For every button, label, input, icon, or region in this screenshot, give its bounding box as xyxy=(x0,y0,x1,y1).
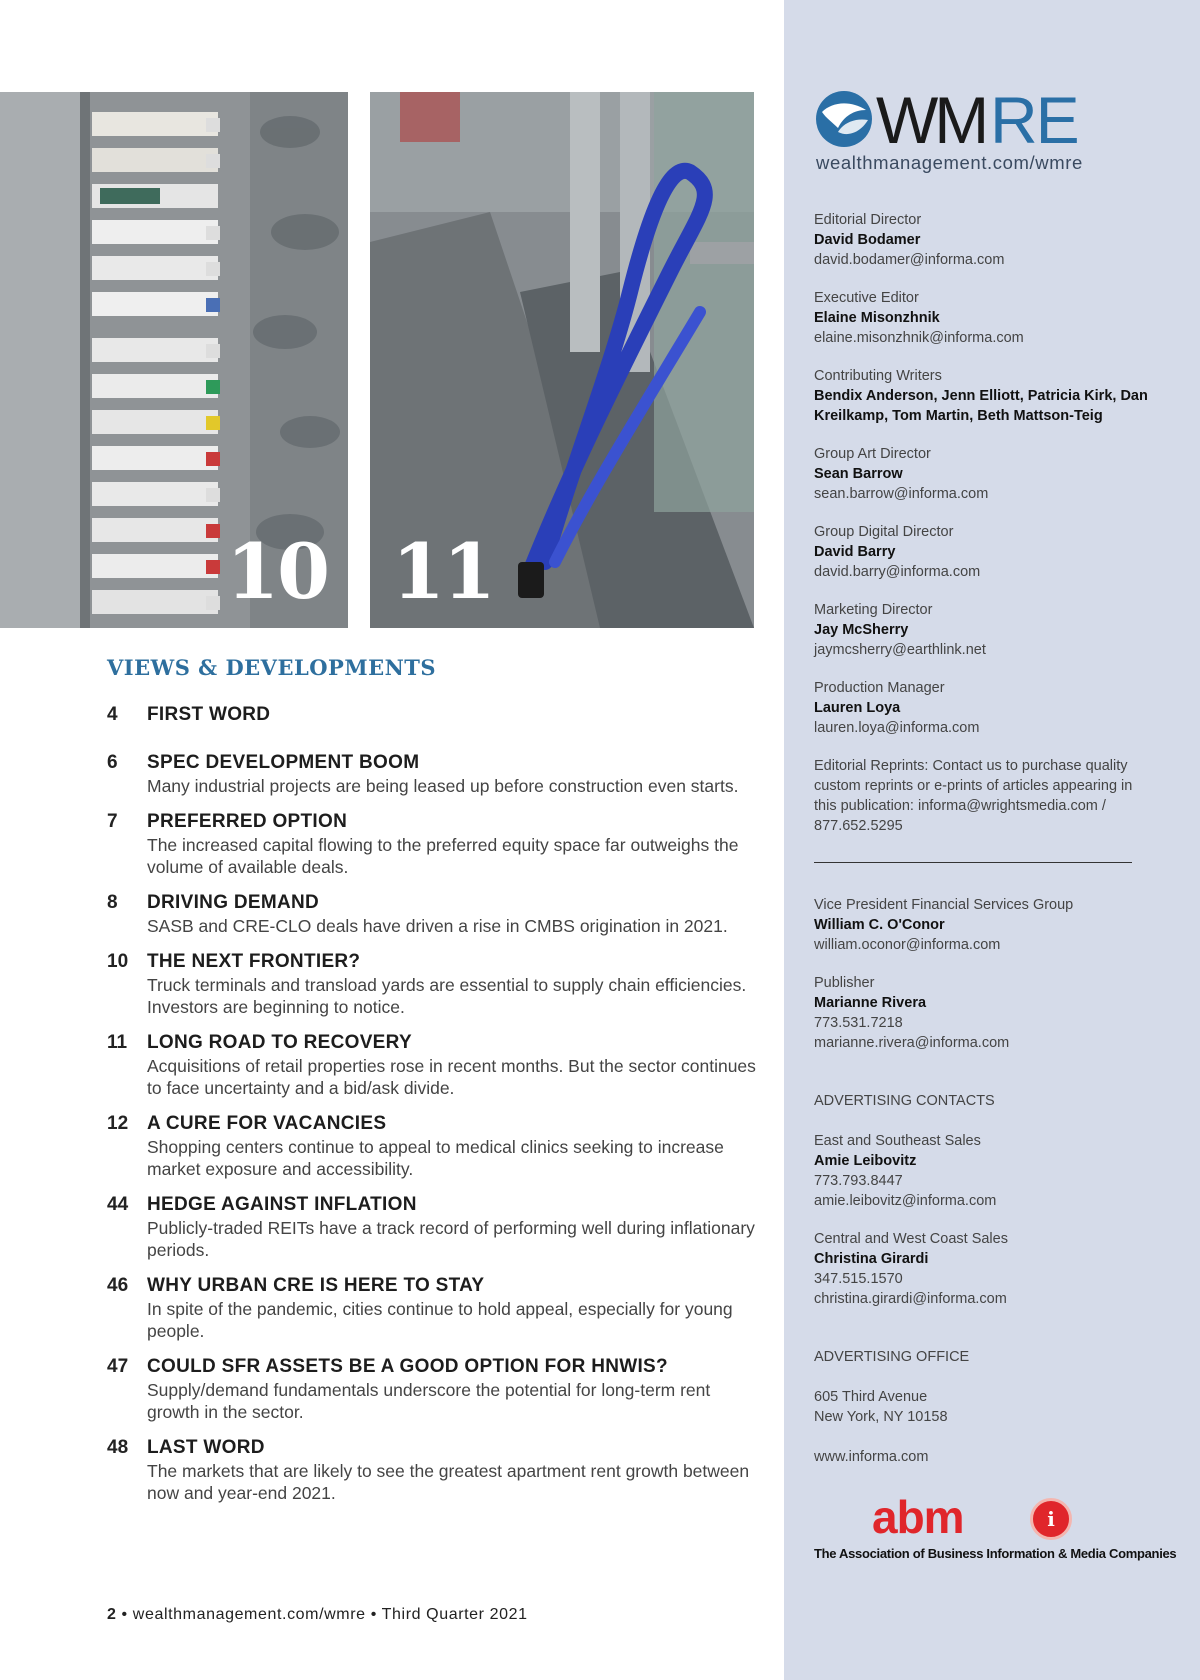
toc-headline: WHY URBAN CRE IS HERE TO STAY xyxy=(147,1275,485,1296)
toc-page-number: 10 xyxy=(107,951,129,972)
footer-text: • wealthmanagement.com/wmre • Third Quarter 2021 xyxy=(116,1606,528,1623)
toc-description: Shopping centers continue to appeal to medical clinics seeking to increase market exposure and accessibility. xyxy=(147,1137,724,1179)
masthead-entry xyxy=(814,522,1154,582)
page-footer xyxy=(107,1606,528,1624)
masthead-email[interactable]: david.bodamer@informa.com xyxy=(814,252,1005,268)
masthead-role: Group Digital Director xyxy=(814,524,954,540)
masthead-entry xyxy=(814,288,1154,348)
masthead-entry xyxy=(814,366,1154,426)
masthead-role: Contributing Writers xyxy=(814,368,942,384)
masthead-email[interactable]: jaymcsherry@earthlink.net xyxy=(814,642,986,658)
masthead-role: Group Art Director xyxy=(814,446,931,462)
bike-lock-photo xyxy=(370,92,754,628)
toc-item[interactable] xyxy=(107,810,757,878)
masthead-entry xyxy=(814,1131,1154,1211)
masthead-name: Bendix Anderson, Jenn Elliott, Patricia Kirk, Dan Kreilkamp, Tom Martin, Beth Mattson-Teig xyxy=(814,388,1148,424)
masthead-email[interactable]: marianne.rivera@informa.com xyxy=(814,1035,1010,1051)
toc-headline: HEDGE AGAINST INFLATION xyxy=(147,1194,417,1215)
truck-yard-photo xyxy=(0,92,348,628)
masthead-role: Vice President Financial Services Group xyxy=(814,897,1074,913)
abm-wordmark: abm xyxy=(872,1491,964,1543)
masthead-role: Production Manager xyxy=(814,680,945,696)
masthead-entry xyxy=(814,895,1154,955)
toc-description: In spite of the pandemic, cities continue to hold appeal, especially for young people. xyxy=(147,1299,733,1341)
masthead-email[interactable]: lauren.loya@informa.com xyxy=(814,720,980,736)
toc-item[interactable] xyxy=(107,891,757,937)
reprints-note: Editorial Reprints: Contact us to purchase quality custom reprints or e-prints of articles appearing in this publication: informa@wrightsmedia.com / 877.652.5295 xyxy=(814,758,1133,834)
masthead-email[interactable]: david.barry@informa.com xyxy=(814,564,981,580)
toc-description: The increased capital flowing to the preferred equity space far outweighs the volume of available deals. xyxy=(147,835,739,877)
footer-page-number: 2 xyxy=(107,1606,117,1623)
masthead-name: David Barry xyxy=(814,544,896,560)
masthead-name: Amie Leibovitz xyxy=(814,1153,917,1169)
toc-page-number: 12 xyxy=(107,1113,129,1134)
toc-page-number: 6 xyxy=(107,752,118,773)
address-line-1: 605 Third Avenue xyxy=(814,1389,928,1405)
toc-headline: A CURE FOR VACANCIES xyxy=(147,1113,387,1134)
toc-description: Many industrial projects are being leased up before construction even starts. xyxy=(147,776,739,796)
toc-headline: LAST WORD xyxy=(147,1437,265,1458)
advertising-office-label: ADVERTISING OFFICE xyxy=(814,1349,970,1365)
toc-item[interactable] xyxy=(107,1193,757,1261)
advertising-contacts-label: ADVERTISING CONTACTS xyxy=(814,1093,995,1109)
masthead-email[interactable]: sean.barrow@informa.com xyxy=(814,486,989,502)
masthead-name: William C. O'Conor xyxy=(814,917,945,933)
masthead-entry xyxy=(814,444,1154,504)
masthead-sidebar xyxy=(784,0,1200,1680)
masthead-name: Sean Barrow xyxy=(814,466,903,482)
masthead-phone: 347.515.1570 xyxy=(814,1271,903,1287)
toc-item[interactable] xyxy=(107,751,757,797)
masthead-list xyxy=(814,210,1154,1467)
toc-item[interactable] xyxy=(107,1355,757,1423)
masthead-email[interactable]: elaine.misonzhnik@informa.com xyxy=(814,330,1024,346)
masthead-phone: 773.531.7218 xyxy=(814,1015,903,1031)
toc-page-number: 8 xyxy=(107,892,118,913)
masthead-role: Editorial Director xyxy=(814,212,922,228)
masthead-email[interactable]: amie.leibovitz@informa.com xyxy=(814,1193,997,1209)
masthead-role: Marketing Director xyxy=(814,602,933,618)
masthead-role: Executive Editor xyxy=(814,290,919,306)
masthead-role: Central and West Coast Sales xyxy=(814,1231,1008,1247)
toc-page-number: 48 xyxy=(107,1437,129,1458)
toc-description: The markets that are likely to see the greatest apartment rent growth between now and year-end 2021. xyxy=(147,1461,750,1503)
masthead-name: Lauren Loya xyxy=(814,700,901,716)
abm-tagline: The Association of Business Information & Media Companies xyxy=(814,1546,1177,1561)
logo-wm-letters: WM xyxy=(876,88,986,150)
masthead-role: East and Southeast Sales xyxy=(814,1133,981,1149)
logo-url[interactable]: wealthmanagement.com/wmre xyxy=(816,152,1083,173)
toc-page-number: 47 xyxy=(107,1356,129,1377)
toc-page-number: 46 xyxy=(107,1275,129,1296)
toc-headline: FIRST WORD xyxy=(147,704,271,725)
masthead-entry xyxy=(814,678,1154,738)
abm-globe-icon: i xyxy=(1030,1498,1072,1540)
photo-page-number-10: 10 xyxy=(226,527,328,616)
toc-description: Truck terminals and transload yards are essential to supply chain efficiencies. Investors are beginning to notice. xyxy=(147,975,747,1017)
toc-headline: DRIVING DEMAND xyxy=(147,892,320,913)
toc-item[interactable] xyxy=(107,1436,757,1504)
masthead-email[interactable]: christina.girardi@informa.com xyxy=(814,1291,1007,1307)
masthead-entry xyxy=(814,973,1154,1053)
toc-headline: THE NEXT FRONTIER? xyxy=(147,951,361,972)
masthead-phone: 773.793.8447 xyxy=(814,1173,903,1189)
toc-page-number: 4 xyxy=(107,704,118,725)
masthead-name: David Bodamer xyxy=(814,232,921,248)
toc-page-number: 44 xyxy=(107,1194,129,1215)
toc-description: Acquisitions of retail properties rose in recent months. But the sector continues to face uncertainty and a bid/ask divide. xyxy=(147,1056,756,1098)
toc-description: SASB and CRE-CLO deals have driven a rise in CMBS origination in 2021. xyxy=(147,916,728,936)
masthead-entry xyxy=(814,600,1154,660)
toc-page-number: 7 xyxy=(107,811,118,832)
table-of-contents xyxy=(107,703,757,1517)
masthead-name: Jay McSherry xyxy=(814,622,909,638)
abm-logo xyxy=(814,1491,1177,1564)
website-link[interactable]: www.informa.com xyxy=(814,1449,929,1465)
section-title: VIEWS & DEVELOPMENTS xyxy=(107,655,437,680)
toc-description: Supply/demand fundamentals underscore the potential for long-term rent growth in the sector. xyxy=(147,1380,711,1422)
toc-page-number: 11 xyxy=(107,1032,128,1053)
masthead-role: Publisher xyxy=(814,975,875,991)
toc-item[interactable] xyxy=(107,703,757,727)
toc-headline: PREFERRED OPTION xyxy=(147,811,348,832)
toc-item[interactable] xyxy=(107,1274,757,1342)
masthead-name: Christina Girardi xyxy=(814,1251,929,1267)
masthead-entry xyxy=(814,210,1154,270)
toc-headline: LONG ROAD TO RECOVERY xyxy=(147,1032,412,1053)
toc-headline: SPEC DEVELOPMENT BOOM xyxy=(147,752,420,773)
masthead-name: Elaine Misonzhnik xyxy=(814,310,940,326)
toc-headline: COULD SFR ASSETS BE A GOOD OPTION FOR HNWIS? xyxy=(147,1356,668,1377)
masthead-email[interactable]: william.oconor@informa.com xyxy=(814,937,1001,953)
divider xyxy=(814,862,1132,863)
photo-page-number-11: 11 xyxy=(392,527,494,616)
wmre-logo xyxy=(814,88,1104,150)
masthead-name: Marianne Rivera xyxy=(814,995,927,1011)
address-line-2: New York, NY 10158 xyxy=(814,1409,948,1425)
logo-re-letters: RE xyxy=(990,88,1078,150)
toc-item[interactable] xyxy=(107,1112,757,1180)
toc-description: Publicly-traded REITs have a track record of performing well during inflationary periods. xyxy=(147,1218,755,1260)
masthead-entry xyxy=(814,1229,1154,1309)
toc-item[interactable] xyxy=(107,1031,757,1099)
toc-item[interactable] xyxy=(107,950,757,1018)
